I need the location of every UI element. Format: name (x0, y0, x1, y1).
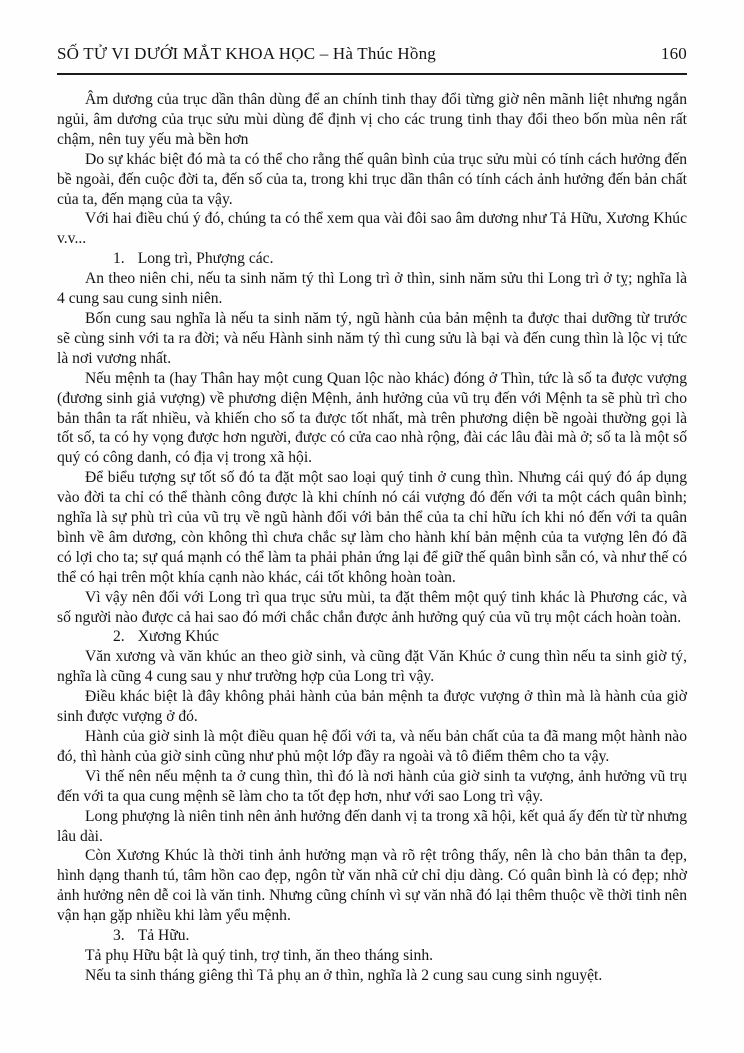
paragraph: Do sự khác biệt đó mà ta có thể cho rằng thế quân bình của trục sửu mùi có tính cách hưởng đến bề ngoài, đến cuộc đời ta, đến số của ta, trong khi trục dần thân có tính cách ảnh hưởng đến bản chất của ta, đến mạng của ta vậy. (57, 150, 687, 208)
page-number: 160 (660, 44, 687, 63)
paragraph: Để biểu tượng sự tốt số đó ta đặt một sao loại quý tinh ở cung thìn. Nhưng cái quý đó áp dụng vào đời ta chỉ có thể thành công được là khi chính nó cái vượng đó đến với ta một cách quân bình; nghĩa là sự phù trì của vũ trụ về ngũ hành đối với bản thể của ta chỉ hữu ích khi nó đến với ta quân bình về âm dương, còn không thì chưa chắc sự làm cho hành khí bản mệnh của ta vượng lên đó đã có lợi cho ta; sự quá mạnh có thể làm ta phải phản ứng lại để giữ thế quân bình sẵn có, và như thế có thể có hại trên một khía cạnh nào khác, cái tốt không hoàn toàn. (57, 469, 687, 586)
list-item-label: Tả Hữu. (137, 927, 190, 945)
page-body (57, 90, 687, 986)
running-header (57, 44, 687, 75)
paragraph: Văn xương và văn khúc an theo giờ sinh, và cũng đặt Văn Khúc ở cung thìn nếu ta sinh giờ tý, nghĩa là cũng 4 cung sau y như trường hợp của Long trì vậy. (57, 648, 687, 686)
list-item-long-tri-phuong-cac (57, 249, 687, 269)
paragraph: An theo niên chi, nếu ta sinh năm tý thì Long trì ở thìn, sinh năm sửu thi Long trì ở tỵ; nghĩa là 4 cung sau cung sinh niên. (57, 270, 687, 308)
list-number: 1. (113, 250, 125, 268)
paragraph: Âm dương của trục dần thân dùng để an chính tinh thay đổi từng giờ nên mãnh liệt nhưng ngắn ngủi, âm dương của trục sửu mùi dùng để định vị cho các trung tinh thay đổi theo bốn mùa nên rất chậm, nên tuy yếu mà bền hơn (57, 91, 687, 148)
paragraph: Long phượng là niên tinh nên ảnh hưởng đến danh vị ta trong xã hội, kết quả ấy đến từ từ nhưng lâu dài. (57, 807, 687, 845)
list-item-xuong-khuc (57, 627, 687, 647)
list-item-label: Long trì, Phượng các. (137, 250, 274, 268)
paragraph: Nếu ta sinh tháng giêng thì Tả phụ an ở thìn, nghĩa là 2 cung sau cung sinh nguyệt. (85, 966, 603, 984)
paragraph: Vì vậy nên đối với Long trì qua trục sửu mùi, ta đặt thêm một quý tinh khác là Phương các, và số người nào được cả hai sao đó mới chắc chắn được ảnh hưởng quý của vũ trụ một cách hoàn toàn. (57, 588, 687, 626)
paragraph: Hành của giờ sinh là một điều quan hệ đối với ta, và nếu bản chất của ta đã mang một hành nào đó, thì hành của giờ sinh cũng như phủ một lớp đầy ra ngoài và tô điểm thêm cho ta vậy. (57, 728, 687, 765)
list-item-ta-huu (57, 926, 687, 946)
book-title: SỐ TỬ VI DƯỚI MẮT KHOA HỌC – Hà Thúc Hồng (57, 44, 436, 63)
paragraph: Còn Xương Khúc là thời tinh ảnh hưởng mạn và rõ rệt trông thấy, nên là cho bản thân ta đẹp, hình dạng thanh tú, tâm hồn cao đẹp, ngôn từ văn nhã cử chỉ dịu dàng. Có quân bình là có đẹp; nhờ ảnh hưởng nên dễ coi là văn tinh. Nhưng cũng chính vì sự văn nhã đó lại thêm thuộc về thời tinh nên vận hạn gặp nhiều khi làm yểu mệnh. (57, 847, 687, 925)
paragraph: Bốn cung sau nghĩa là nếu ta sinh năm tý, ngũ hành của bản mệnh ta được thai dưỡng từ trước sẽ cùng sinh với ta ra đời; và nếu Hành sinh năm tý thì cung sửu là bại và đến cung thìn là lộc vị tức là nơi vương nhất. (57, 309, 687, 367)
list-number: 2. (113, 628, 125, 646)
list-item-label: Xương Khúc (137, 628, 219, 646)
paragraph: Vì thế nên nếu mệnh ta ở cung thìn, thì đó là nơi hành của giờ sinh ta vượng, ảnh hưởng vũ trụ đến với ta qua cung mệnh sẽ làm cho ta tốt đẹp hơn, như với sao Long trì vậy. (57, 767, 687, 805)
paragraph: Với hai điều chú ý đó, chúng ta có thể xem qua vài đôi sao âm dương như Tả Hữu, Xương Khúc v.v... (57, 210, 687, 248)
paragraph: Tả phụ Hữu bật là quý tinh, trợ tinh, ăn theo tháng sinh. (85, 946, 434, 964)
paragraph: Nếu mệnh ta (hay Thân hay một cung Quan lộc nào khác) đóng ở Thìn, tức là số ta được vượng (đương sinh giả vượng) về phương diện Mệnh, ảnh hưởng của vũ trụ đến với Mệnh ta sẽ phù trì cho bản thân ta rất nhiều, và khiến cho số ta được tốt nhất, mà trên phương diện bề ngoài thường gọi là tốt số, ta có hy vọng được hơn người, được có cửa cao nhà rộng, đài các lâu đài mà ở; số ta là một số quý có công danh, có địa vị trong xã hội. (57, 369, 687, 467)
list-number: 3. (113, 927, 125, 945)
paragraph: Điều khác biệt là đây không phải hành của bản mệnh ta được vượng ở thìn mà là hành của giờ sinh được vượng ở đó. (57, 688, 687, 726)
